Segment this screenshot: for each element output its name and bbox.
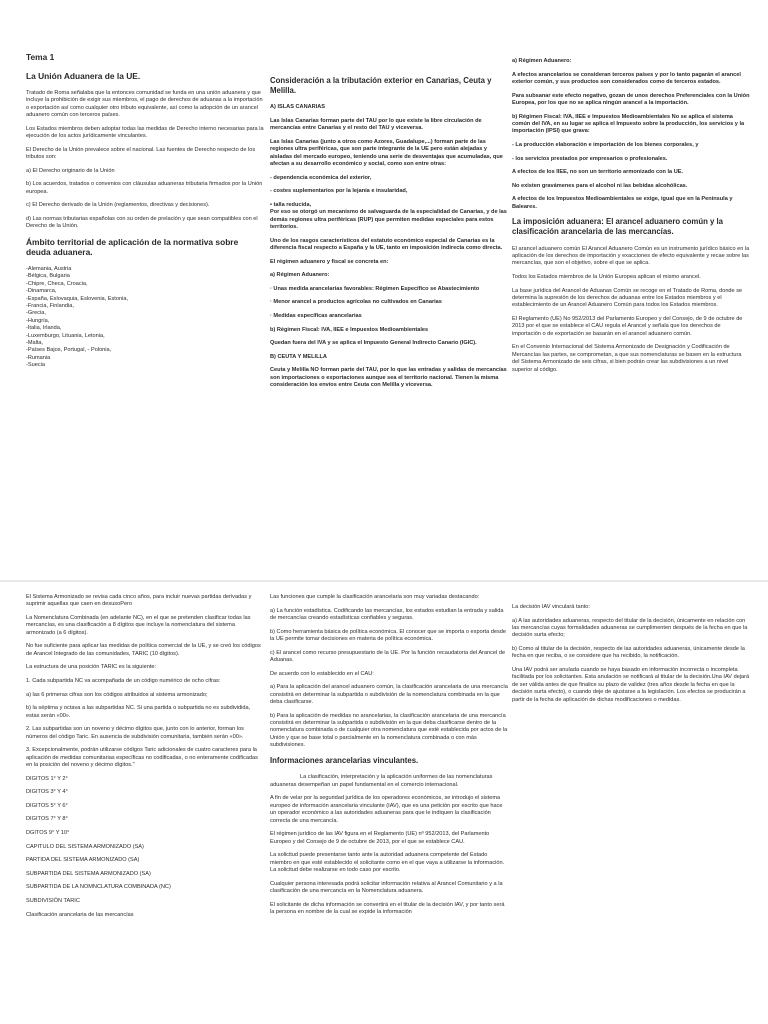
column-left — [26, 52, 264, 376]
paragraph: Las Islas Canarias (junto a otros como Azores, Guadalupe,...) forman parte de las regiones ultra periféricas, que son parte integrante de la UE pero están alejadas y aisladas del mercado europeo, teniendo una serie de desventajas que acumuladas, que afectan a su desarrollo económico y social, como son entre otras: — [270, 138, 503, 167]
paragraph: b) Régimen Fiscal: IVA, IIEE e Impuestos Medioambientales — [270, 326, 429, 333]
paragraph: c) El Derecho derivado de la Unión (reglamentos, directivas y decisiones). — [26, 202, 210, 209]
paragraph: d) Las normas tributarias españolas con su orden de prelación y que sean compatibles con el Derecho de la Unión. — [26, 216, 258, 230]
paragraph: El solicitante de dicha información se convertirá en el titular de la decisión IAV, y por tanto será la persona en nombre de la cual se expide la información — [270, 901, 505, 916]
section-heading-informaciones-arancelarias: Informaciones arancelarias vinculantes. — [270, 755, 419, 765]
paragraph: La Nomenclatura Combinada (en adelante NC), en el que se pretenden clasificar todas las mercancías, es una clasificación a 8 dígitos que incluye la nomenclatura del sistema armonizado (a 6 dígitos). — [26, 615, 251, 636]
paragraph: Clasificación arancelaria de las mercancías — [26, 911, 134, 918]
paragraph: A efectos de los IIEE, no son un territorio armonizado con la UE. — [512, 169, 684, 176]
section-heading-union-aduanera: La Unión Aduanera de la UE. — [26, 71, 141, 81]
paragraph: b) Para la aplicación de medidas no arancelarias, la clasificación arancelaria de una mercancía consistirá en determinar la subpartida o subdivisión en la que deba clasificarse dentro de la nomenclatura combinada o de cualquier otra nomenclatura que esté establecida por actos de la Unión y que se base total o parcialmente en la nomenclatura combinada o con más subdivisiones. — [270, 712, 508, 749]
paragraph: No fue suficiente para aplicar las medidas de política comercial de la UE, y se creó los códigos de Arancel Integrado de las comunidades, TARIC (10 dígitos). — [26, 643, 261, 657]
paragraph: · Unas medida arancelarias favorables: Régimen Específico se Abastecimiento — [270, 285, 480, 292]
paragraph: - costes suplementarios por la lejanía e insularidad, — [270, 188, 408, 195]
column-middle — [270, 594, 508, 923]
paragraph: • talla reducida, Por eso se otorgó un mecanismo de salvaguarda de la especialidad de Canarias, y de las demás regiones ultra periféricas (RUP) que permiten medidas especiales para estos territorios. — [270, 201, 507, 230]
paragraph: B) CEUTA Y MELILLA — [270, 353, 327, 360]
paragraph: a) El Derecho originario de la Unión — [26, 167, 115, 174]
paragraph: A) ISLAS CANARIAS — [270, 104, 326, 111]
paragraph: La solicitud puede presentarse tanto ante la autoridad aduanera competente del Estado miembro en que esté establecido el solicitante como en el que vaya a utilizarse la información. La solicitud debe realizarse en todo caso por escrito. — [270, 852, 505, 874]
paragraph: La estructura de una posición TARIC es la siguiente: — [26, 664, 157, 671]
taric-digit-row: DIGITOS 7° Y 8° — [26, 816, 68, 823]
paragraph: · Menor arancel a productos agrícolas no cultivados en Canarias — [270, 299, 442, 306]
paragraph: b) Los acuerdos, tratados o convenios con cláusulas aduaneras tributaria firmados por la Unión europea. — [26, 181, 263, 195]
country-list: -Alemania, Austria -Bélgica, Bulgaria -Chipre, Checa, Croacia, -Dinamarca, -España, Eslovaquia, Eslovenia, Estonia, -Francia, Finlandia, -Grecia, -Hungría, -Italia, Irlanda, -Luxemburgo, Lituania, Letonia, -Malta, -Países Bajos, Portugal, - Polonia, -Rumania -Suecia — [26, 266, 128, 369]
paragraph: En el Convenio Internacional del Sistema Armonizado de Designación y Codificación de Mercancías las partes, se comprometan, a que sus nomenclaturas se basen en la estructura del Sistema Armonizado de seis cifras, si bien podrán crear las subdivisiones a un nivel superior al código. — [512, 344, 742, 373]
taric-level-row: CAPITULO DEL SISTEMA ARMONIZADO (SA) — [26, 843, 144, 850]
paragraph: El Reglamento (UE) No 952/2013 del Parlamento Europeo y del Consejo, de 9 de octubre de 2013 por el que se establece el CAU regula el Arancel y señala que los derechos de importación o de exportación se basarán en el arancel aduanero común. — [512, 315, 743, 337]
paragraph: a) La función estadística. Codificando las mercancías, los estados estudian la entrada y salida de mercancías creando estadísticas confiables y seguras. — [270, 607, 504, 621]
paragraph: 3. Excepcionalmente, podrán utilizarse códigos Taric adicionales de cuatro caracteres para la aplicación de medidas comunitarias específicas no codificadas, o no enteramente codificadas en la posición del noveno y décimo dígitos." — [26, 747, 258, 768]
section-heading-imposicion-aduanera: La imposición aduanera: El arancel aduanero común y la clasificación arancelaria de las mercancías. — [512, 217, 724, 236]
paragraph: De acuerdo con lo establecido en el CAU: — [270, 670, 374, 677]
topic-title: Tema 1 — [26, 52, 55, 62]
taric-level-row: SUBDIVISIÓN TARIC — [26, 897, 80, 904]
paragraph: El régimen jurídico de las IAV figura en el Reglamento (UE) nº 952/2013, del Parlamento Europeo y del Consejo de 9 de octubre de 2013, por el que se establece CAU. — [270, 831, 490, 845]
taric-level-row: PARTIDA DEL SISTEMA ARMONIZADO (SA) — [26, 857, 140, 864]
paragraph: 2. Las subpartidas son un noveno y décimo dígitos que, junto con lo anterior, forman los números del código Taric. En ausencia de subdivisión comunitaria, también serán «00». — [26, 726, 244, 740]
paragraph: El régimen aduanero y fiscal se concreta en: — [270, 258, 389, 265]
paragraph: a) A las autoridades aduaneras, respecto del titular de la decisión, únicamente en relación con las mercancías cuyas formalidades aduaneras se cumplimenten después de la fecha en que la decisión surta efecto; — [512, 617, 748, 639]
paragraph: b) Como herramienta básica de política económica. El conocer que se importa o exporta desde la UE permite tomar decisiones en materia de política económica. — [270, 628, 506, 642]
paragraph: Las funciones que cumple la clasificación arancelaria son muy variadas destacando: — [270, 594, 480, 600]
column-right — [512, 604, 750, 710]
column-right — [512, 58, 750, 380]
paragraph: Para subsanar este efecto negativo, gozan de unos derechos Preferenciales con la Unión Europea, por los que no se aplica ningún arancel a la importación. — [512, 92, 750, 106]
paragraph: La clasificación, interpretación y la aplicación uniformes de las nomenclaturas aduaneras desempeñan un papel fundamental en el comercio internacional. — [270, 774, 493, 788]
paragraph: a) Régimen Aduanero: — [512, 58, 572, 64]
document-page-bottom — [0, 582, 768, 1024]
paragraph: La base jurídica del Arancel de Aduanas Común se recoge en el Tratado de Roma, donde se determina la supresión de los derechos de aduanas entre los Estados miembros y el establecimiento de un Arancel Aduanero Común para todos los Estados miembros. — [512, 287, 743, 309]
taric-digit-row: DIGITOS 3° Y 4° — [26, 789, 68, 796]
paragraph: Cualquier persona interesada podrá solicitar información relativa al Arancel Comunitario y a la clasificación de una mercancía en la Nomenclatura aduanera. — [270, 880, 503, 895]
paragraph: b) Régimen Fiscal: IVA, IIEE e Impuestos Medioambientales No se aplica el sistema común del IVA, en su lugar se aplica el Impuesto sobre la producción, los servicios y la importación (IPSI) que grava: — [512, 113, 745, 135]
paragraph: a) las 6 primeras cifras son los códigos atribuidos al sistema armonizado; — [26, 691, 208, 698]
paragraph: Los Estados miembros deben adoptar todas las medidas de Derecho interno necesarias para la ejecución de los actos jurídicamente vinculantes. — [26, 125, 264, 140]
column-left — [26, 594, 264, 925]
paragraph: - La producción elaboración e importación de los bienes corporales, y — [512, 142, 699, 148]
paragraph: El Sistema Armonizado se revisa cada cinco años, para incluir nuevas partidas derivadas y suprimir aquellas que caen en desusoPero — [26, 594, 252, 608]
paragraph: Una IAV podrá ser anulada cuando se haya basado en información incorrecta o incompleta facilitada por los solicitantes. Esta anulación se notificará al titular de la decisión.Una IAV dejará de ser válida antes de que finalice su plazo de validez (tres años desde la fecha en que la decisión surta efecto), o cuando deje de ajustarse a la legislación. Los efectos se producirán a partir de la fecha de aplicación de dichas modificaciones o medidas. — [512, 667, 750, 703]
paragraph: A fin de velar por la seguridad jurídica de los operadores económicos, se introdujo el sistema europeo de información arancelaria vinculante (IAV), que es una petición por escrito que hace un operador económico a las autoridades aduaneras para que le indiquen la clasificación correcta de una mercancía. — [270, 795, 503, 824]
paragraph: c) El arancel como recurso presupuestario de la UE. Por la función recaudatoria del Arancel de Aduanas. — [270, 649, 506, 663]
paragraph: b) Como al titular de la decisión, respecto de las autoridades aduaneras, únicamente desde la fecha en que reciba, o se considere que ha recibido, la notificación. — [512, 646, 745, 660]
taric-digit-row: DIGITOS 1° Y 2° — [26, 775, 68, 782]
taric-level-row: SUBPARTIDA DE LA NOMNCLATURA COMBINADA (NC) — [26, 884, 171, 891]
paragraph: 1. Cada subpartida NC va acompañada de un código numérico de ocho cifras: — [26, 678, 221, 684]
paragraph: Tratado de Roma señalaba que la entonces comunidad se funda en una unión aduanera y que incluye la prohibición de exigir sus miembros, el pago de derechos de aduanas a la importación o exportación así como cualquier otro tributo equivalente, así como la adopción de un arancel aduanero común con terceros países. — [26, 90, 263, 119]
paragraph: La decisión IAV vinculará tanto: — [512, 604, 590, 610]
paragraph: El arancel aduanero común El Arancel Aduanero Común es un instrumento jurídico básico en la aplicación de los derechos de importación y exacciones de efecto equivalente y recae sobre las mercancías, que son el objetivo, sobre el que se aplica. — [512, 245, 750, 267]
taric-digit-row: DIGITOS 5° Y 6° — [26, 802, 68, 809]
paragraph: b) la séptima y octava a las subpartidas NC. Si una partida o subpartida no es subdividida, estas serán «00». — [26, 705, 251, 719]
paragraph: El Derecho de la Unión prevalece sobre el nacional. Las fuentes de Derecho respecto de los tributos son: — [26, 146, 256, 161]
paragraph: a) Para la aplicación del arancel aduanero común, la clasificación arancelaria de una mercancía consistirá en determinar la subpartida o subdivisión de la nomenclatura combinada en la que deba clasificarse. — [270, 684, 508, 705]
paragraph: a) Régimen Aduanero: — [270, 272, 330, 279]
paragraph: Todos los Estados miembros de la Unión Europea aplican el mismo arancel. — [512, 273, 701, 280]
section-heading-ambito-territorial: Ámbito territorial de aplicación de la normativa sobre deuda aduanera. — [26, 237, 239, 257]
section-heading-canarias-ceuta-melilla: Consideración a la tributación exterior en Canarias, Ceuta y Melilla. — [270, 76, 492, 95]
taric-digit-row: DGITOS 9° Y 10° — [26, 829, 70, 836]
paragraph: · Medidas específicas arancelarias — [270, 312, 362, 319]
paragraph: A efectos de los Impuestos Medioambientales se exige, igual que en la Península y Baleares. — [512, 196, 733, 210]
paragraph: Las Islas Canarias forman parte del TAU por lo que existe la libre circulación de mercancías entre Canarias y el resto del TAU y viceversa. — [270, 117, 482, 132]
paragraph: No existen gravámenes para el alcohol ni las bebidas alcohólicas. — [512, 182, 688, 189]
paragraph: - los servicios prestados por empresarios o profesionales. — [512, 155, 668, 162]
taric-level-row: SUBPARTIDA DEL SISTEMA ARMONIZADO (SA) — [26, 870, 151, 877]
column-middle — [270, 76, 508, 396]
paragraph: Quedan fuera del IVA y se aplica el Impuesto General Indirecto Canario (IGIC). — [270, 340, 477, 347]
paragraph: - dependencia económica del exterior, — [270, 174, 372, 181]
paragraph: Uno de los rasgos característicos del estatuto económico especial de Canarias es la diferencia fiscal respecto a España y la UE, tanto en imposición indirecta como directa. — [270, 237, 503, 251]
paragraph: Ceuta y Melilla NO forman parte del TAU, por lo que las entradas y salidas de mercancías son importaciones o exportaciones aunque sea el territorio nacional. Tienen la misma consideración los envíos entre Ceuta con Melilla y viceversa. — [270, 367, 507, 389]
paragraph: A efectos arancelarios se consideran terceros países y por lo tanto pagarán el arancel exterior común, y sus productos son considerados como de terceros estados. — [512, 71, 741, 85]
